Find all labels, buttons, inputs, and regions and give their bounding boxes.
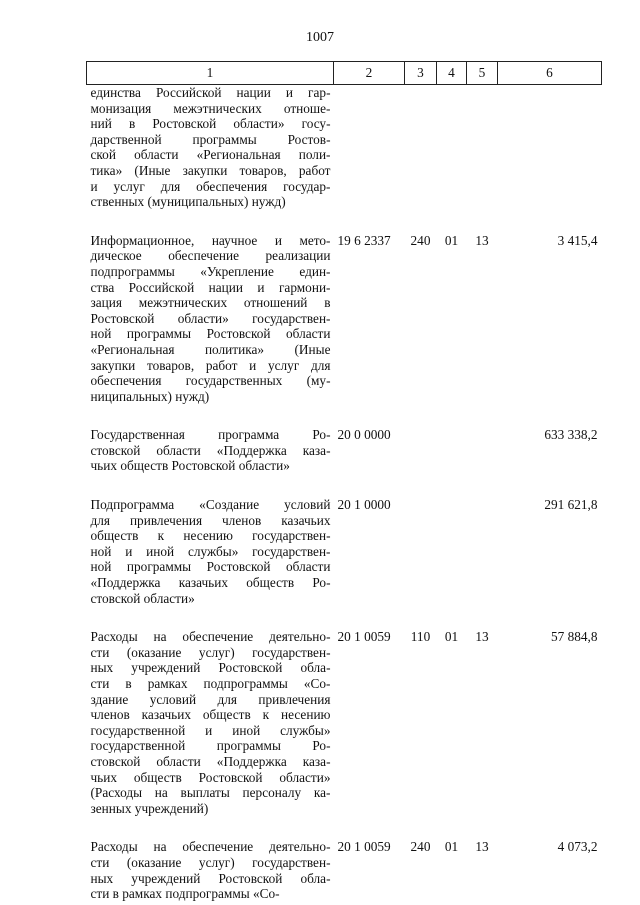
description-line: монизация межэтнических отноше- — [90, 100, 331, 116]
row-subsection — [467, 497, 498, 606]
row-target-code: 20 1 0059 — [337, 629, 391, 645]
header-col-4: 4 — [437, 62, 467, 85]
row-spacer — [87, 474, 602, 497]
description-line: сти (оказание услуг) государствен- — [90, 644, 331, 660]
description-line: ства Российской нации и гармони- — [90, 279, 331, 295]
table-row — [87, 85, 602, 210]
row-expense-type: 240 — [410, 232, 431, 248]
description-line: государственной программы Ро- — [90, 738, 331, 754]
description-line: ных учреждений Ростовской обла- — [90, 870, 331, 886]
header-col-6: 6 — [498, 62, 602, 85]
row-section — [437, 85, 467, 210]
description-line: стовской области «Поддержка каза- — [90, 442, 331, 458]
description-line: закупки товаров, работ и услуг для — [90, 357, 331, 373]
row-subsection: 13 — [475, 629, 489, 645]
row-section: 01 — [444, 629, 459, 645]
description-line: ных учреждений Ростовской обла- — [90, 660, 331, 676]
description-line: Ростовской области» государствен- — [90, 310, 331, 326]
row-spacer — [87, 210, 602, 233]
row-spacer — [87, 816, 602, 839]
description-line: единства Российской нации и гар- — [90, 85, 331, 100]
description-line: Подпрограмма «Создание условий — [90, 497, 331, 513]
description-line: для привлечения членов казачьих — [90, 512, 331, 528]
description-line: стовской области «Поддержка каза- — [90, 753, 331, 769]
header-col-3: 3 — [405, 62, 437, 85]
row-section: 01 — [444, 839, 459, 855]
description-line: Информационное, научное и мето- — [90, 232, 331, 248]
row-expense-type: 110 — [410, 629, 431, 645]
row-subsection — [467, 427, 498, 474]
description-line: тика» (Иные закупки товаров, работ — [90, 162, 331, 178]
description-line: чьих обществ Ростовской области» — [90, 769, 331, 785]
row-amount: 3 415,4 — [557, 232, 598, 248]
page-number: 1007 — [306, 30, 334, 45]
description-line: и услуг для обеспечения государ- — [90, 178, 331, 194]
table-row — [87, 233, 602, 405]
description-line: Государственная программа Ро- — [90, 427, 331, 443]
table-row — [87, 497, 602, 606]
row-section — [437, 427, 467, 474]
description-line: зация межэтнических отношений в — [90, 295, 331, 311]
row-description — [87, 233, 334, 405]
table-body — [87, 85, 602, 902]
row-description — [87, 497, 334, 606]
table-row — [87, 839, 602, 901]
row-expense-type — [405, 497, 437, 606]
description-line: Расходы на обеспечение деятельно- — [90, 629, 331, 645]
table-header-row — [87, 62, 602, 85]
budget-table — [86, 61, 602, 902]
row-description — [87, 427, 334, 474]
row-description — [87, 839, 334, 901]
row-amount: 291 621,8 — [544, 497, 598, 513]
row-spacer — [87, 404, 602, 427]
description-line: членов казачьих обществ к несению — [90, 707, 331, 723]
description-line: государственной и иной службы» — [90, 722, 331, 738]
row-target-code: 19 6 2337 — [337, 232, 391, 248]
row-spacer — [87, 606, 602, 629]
description-line: дарственной программы Ростов- — [90, 131, 331, 147]
description-line: ской области «Региональная поли- — [90, 147, 331, 163]
description-line: ний в Ростовской области» госу- — [90, 116, 331, 132]
description-line: чьих обществ Ростовской области» — [90, 458, 290, 474]
table-row — [87, 629, 602, 816]
description-line: сти в рамках подпрограммы «Со- — [90, 676, 331, 691]
description-line: ной программы Ростовской области — [90, 326, 331, 342]
row-section: 01 — [444, 232, 459, 248]
description-line: Расходы на обеспечение деятельно- — [90, 839, 331, 855]
description-line: ной программы Ростовской области — [90, 559, 331, 575]
row-description — [87, 629, 334, 816]
header-col-1: 1 — [87, 62, 334, 85]
description-line: стовской области» — [90, 590, 195, 606]
header-col-5: 5 — [467, 62, 498, 85]
description-line: здание условий для привлечения — [90, 691, 331, 707]
row-target-code: 20 1 0000 — [337, 497, 391, 513]
row-description — [87, 85, 334, 210]
description-line: сти (оказание услуг) государствен- — [90, 854, 331, 870]
description-line: ной и иной службы» государствен- — [90, 543, 331, 559]
row-target-code: 20 0 0000 — [337, 427, 391, 443]
row-section — [437, 497, 467, 606]
description-line: (Расходы на выплаты персоналу ка- — [90, 785, 331, 801]
description-line: подпрограммы «Укрепление един- — [90, 263, 331, 279]
row-target-code: 20 1 0059 — [337, 839, 391, 855]
row-amount: 57 884,8 — [550, 629, 598, 645]
row-expense-type: 240 — [410, 839, 431, 855]
row-amount: 4 073,2 — [557, 839, 598, 855]
description-line: сти в рамках подпрограммы «Со- — [90, 886, 280, 902]
description-line: «Поддержка казачьих обществ Ро- — [90, 575, 331, 591]
description-line: ственных (муниципальных) нужд) — [90, 194, 286, 210]
row-amount: 633 338,2 — [544, 427, 598, 443]
row-expense-type — [405, 427, 437, 474]
row-expense-type — [405, 85, 437, 210]
row-target-code — [334, 85, 405, 210]
description-line: дическое обеспечение реализации — [90, 248, 331, 264]
row-subsection — [467, 85, 498, 210]
table-row — [87, 427, 602, 474]
row-amount — [498, 85, 602, 210]
description-line: ниципальных) нужд) — [90, 388, 210, 404]
header-col-2: 2 — [334, 62, 405, 85]
description-line: обеспечения государственных (му- — [90, 373, 331, 389]
description-line: зенных учреждений) — [90, 800, 209, 816]
row-subsection: 13 — [475, 232, 489, 248]
description-line: обществ к несению государствен- — [90, 528, 331, 544]
row-subsection: 13 — [475, 839, 489, 855]
description-line: «Региональная политика» (Иные — [90, 341, 331, 357]
